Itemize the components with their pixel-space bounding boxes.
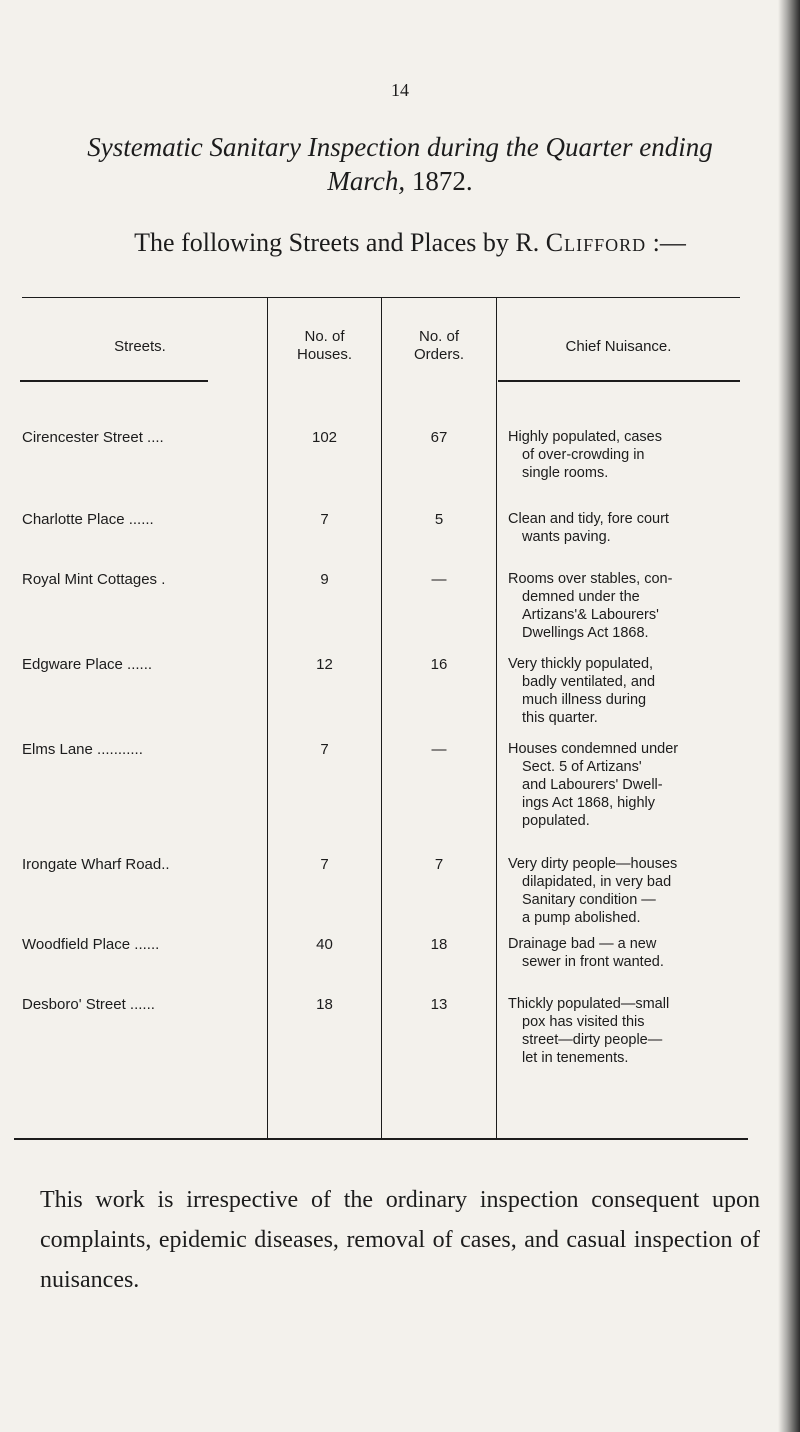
table-row-houses: 40: [316, 936, 333, 953]
intro-text: The following Streets and Places by R.: [134, 228, 546, 257]
header-chief-nuisance: Chief Nuisance.: [565, 338, 672, 355]
table-row-street: Woodfield Place ......: [22, 936, 160, 953]
header-rule-col4: [498, 380, 740, 382]
header-orders-line1: No. of: [418, 328, 460, 345]
nuisance-line: of over-crowding in: [522, 447, 645, 463]
nuisance-line: Sect. 5 of Artizans': [522, 759, 642, 775]
table-row-houses: 9: [320, 571, 329, 588]
inspector-name: Clifford: [545, 228, 647, 257]
nuisance-line: Artizans'& Labourers': [522, 607, 659, 623]
table-row-orders: 5: [434, 511, 444, 528]
nuisance-line: Highly populated, cases: [508, 429, 662, 445]
table-row-street: Cirencester Street ....: [22, 429, 164, 446]
nuisance-line: a pump abolished.: [522, 910, 641, 926]
footer-paragraph: This work is irrespective of the ordinary inspection consequent upon complaints, epidemic diseases, removal of cases, and casual inspection of nuisances.: [40, 1187, 760, 1293]
column-divider-3: [496, 297, 497, 1138]
nuisance-line: dilapidated, in very bad: [522, 874, 672, 890]
table-row-nuisance: [508, 855, 748, 927]
intro-suffix: :—: [646, 228, 686, 257]
header-rule-col1: [20, 380, 208, 382]
nuisance-line: much illness during: [522, 692, 647, 708]
table-row-houses: 18: [316, 996, 333, 1013]
table-row-houses: 7: [320, 856, 329, 873]
table-row-street: Edgware Place ......: [22, 656, 153, 673]
header-houses-line2: Houses.: [296, 346, 353, 363]
nuisance-line: Houses condemned under: [508, 741, 679, 757]
title-year: 1872.: [411, 166, 473, 196]
nuisance-line: Clean and tidy, fore court: [508, 511, 669, 527]
header-orders: [382, 328, 496, 364]
nuisance-line: pox has visited this: [522, 1014, 645, 1030]
nuisance-line: and Labourers' Dwell-: [522, 777, 663, 793]
table-row-orders: 18: [430, 936, 448, 953]
nuisance-line: Dwellings Act 1868.: [522, 625, 649, 641]
nuisance-line: this quarter.: [522, 710, 598, 726]
table-row-nuisance: [508, 510, 748, 546]
nuisance-line: Drainage bad — a new: [508, 936, 657, 952]
header-houses-line1: No. of: [304, 328, 345, 345]
header-orders-line2: Orders.: [413, 346, 464, 363]
nuisance-line: Rooms over stables, con-: [508, 571, 673, 587]
nuisance-line: Very dirty people—houses: [508, 856, 678, 872]
table-row-street: Royal Mint Cottages .: [22, 571, 166, 588]
nuisance-line: sewer in front wanted.: [522, 954, 664, 970]
nuisance-line: let in tenements.: [522, 1050, 629, 1066]
table-row-orders: 67: [430, 429, 448, 446]
nuisance-line: ings Act 1868, highly: [522, 795, 656, 811]
table-row-houses: 12: [316, 656, 333, 673]
table-row-nuisance: [508, 655, 748, 727]
table-row-orders: 16: [430, 656, 448, 673]
nuisance-line: Very thickly populated,: [508, 656, 654, 672]
table-row-street: Elms Lane ...........: [22, 741, 143, 758]
nuisance-line: street—dirty people—: [522, 1032, 663, 1048]
nuisance-line: Thickly populated—small: [508, 996, 670, 1012]
table-row-orders: 7: [434, 856, 444, 873]
table-row-nuisance: [508, 995, 748, 1067]
table-row-houses: 102: [311, 429, 338, 446]
title-line-1: Systematic Sanitary Inspection during the Quarter ending: [87, 132, 713, 162]
table-row-orders: 13: [430, 996, 448, 1013]
nuisance-line: wants paving.: [522, 529, 611, 545]
nuisance-line: single rooms.: [522, 465, 609, 481]
header-houses: [268, 328, 381, 364]
table-row-houses: 7: [320, 741, 329, 758]
table-row-street: Charlotte Place ......: [22, 511, 154, 528]
table-row-street: Irongate Wharf Road..: [22, 856, 170, 873]
nuisance-line: demned under the: [522, 589, 640, 605]
nuisance-line: badly ventilated, and: [522, 674, 656, 690]
table-bottom-rule: [14, 1138, 748, 1140]
table-row-orders: —: [431, 571, 447, 588]
table-row-nuisance: [508, 740, 748, 830]
header-streets: Streets.: [114, 338, 166, 355]
table-row-houses: 7: [320, 511, 329, 528]
table-row-nuisance: [508, 570, 748, 642]
table-row-orders: —: [431, 741, 447, 758]
title-month: March,: [327, 166, 406, 196]
table-row-nuisance: [508, 935, 748, 971]
table-row-nuisance: [508, 428, 748, 482]
nuisance-line: Sanitary condition —: [522, 892, 656, 908]
table-row-street: Desboro' Street ......: [22, 996, 155, 1013]
page-number: 14: [391, 80, 409, 100]
nuisance-line: populated.: [522, 813, 590, 829]
